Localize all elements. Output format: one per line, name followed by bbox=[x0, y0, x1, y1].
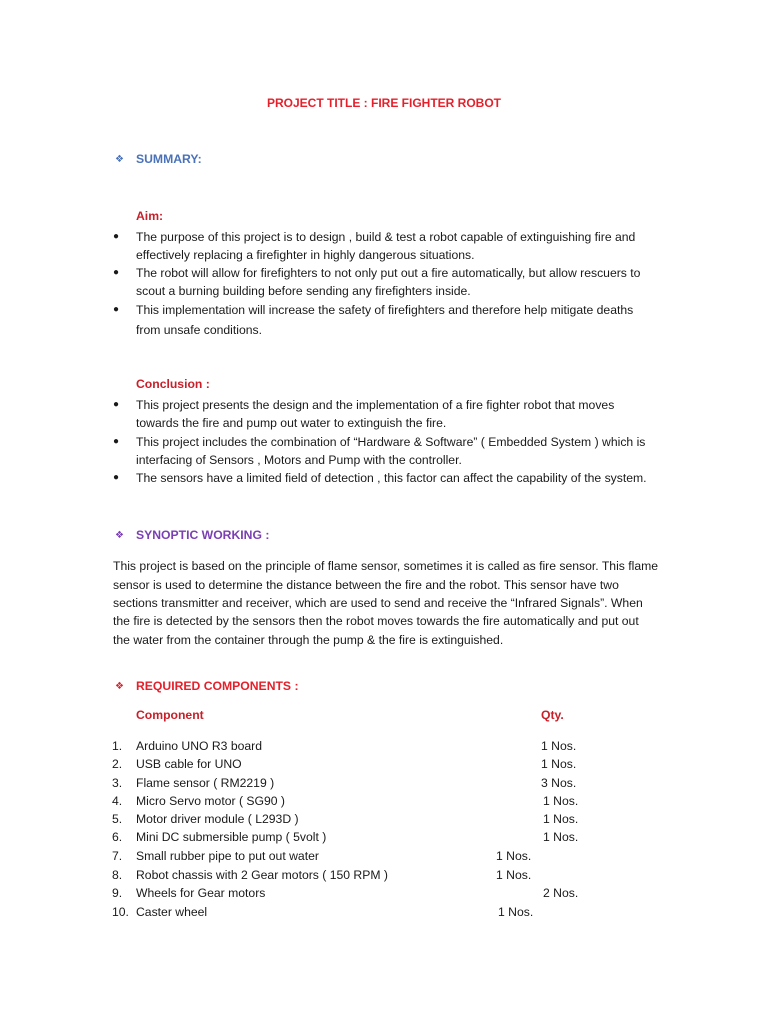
component-number: 9. bbox=[112, 886, 123, 900]
synoptic-line: sensor is used to determine the distance between the fire and the robot. This sensor have two bbox=[113, 578, 619, 592]
component-name: Caster wheel bbox=[136, 905, 208, 919]
component-number: 1. bbox=[112, 739, 123, 753]
component-name: Motor driver module ( L293D ) bbox=[136, 812, 299, 826]
component-name: Micro Servo motor ( SG90 ) bbox=[136, 794, 285, 808]
filled-circle-bullet-icon: ● bbox=[113, 304, 120, 315]
component-qty: 1 Nos. bbox=[496, 868, 532, 882]
component-qty: 1 Nos. bbox=[543, 830, 579, 844]
component-qty: 3 Nos. bbox=[541, 776, 577, 790]
component-number: 5. bbox=[112, 812, 123, 826]
component-qty: 1 Nos. bbox=[541, 739, 577, 753]
conclusion-line: The sensors have a limited field of detection , this factor can affect the capability of the system. bbox=[136, 471, 647, 485]
component-number: 4. bbox=[112, 794, 123, 808]
component-name: Robot chassis with 2 Gear motors ( 150 RPM ) bbox=[136, 868, 388, 882]
component-name: Arduino UNO R3 board bbox=[136, 739, 262, 753]
aim-line: The robot will allow for firefighters to not only put out a fire automatically, but allow rescuers to bbox=[136, 266, 641, 280]
synoptic-line: the fire is detected by the sensors then the robot moves towards the fire automatically and put out bbox=[113, 614, 639, 628]
component-number: 3. bbox=[112, 776, 123, 790]
component-qty: 1 Nos. bbox=[541, 757, 577, 771]
diamond-bullet-icon: ❖ bbox=[115, 154, 124, 165]
component-name: Flame sensor ( RM2219 ) bbox=[136, 776, 275, 790]
component-qty: 1 Nos. bbox=[498, 905, 534, 919]
aim-line: The purpose of this project is to design , build & test a robot capable of extinguishing fire and bbox=[136, 230, 636, 244]
aim-line: This implementation will increase the safety of firefighters and therefore help mitigate deaths bbox=[136, 303, 634, 317]
component-column-header: Component bbox=[136, 708, 204, 722]
project-title: PROJECT TITLE : FIRE FIGHTER ROBOT bbox=[267, 96, 501, 110]
filled-circle-bullet-icon: ● bbox=[113, 267, 120, 278]
filled-circle-bullet-icon: ● bbox=[113, 472, 120, 483]
filled-circle-bullet-icon: ● bbox=[113, 436, 120, 447]
component-number: 2. bbox=[112, 757, 123, 771]
components-heading: REQUIRED COMPONENTS : bbox=[136, 679, 299, 693]
component-number: 10. bbox=[112, 905, 129, 919]
component-name: Mini DC submersible pump ( 5volt ) bbox=[136, 830, 327, 844]
component-name: Wheels for Gear motors bbox=[136, 886, 266, 900]
diamond-bullet-icon: ❖ bbox=[115, 681, 124, 692]
aim-heading: Aim: bbox=[136, 209, 164, 223]
synoptic-line: sections transmitter and receiver, which are used to send and receive the “Infrared Signals”. When bbox=[113, 596, 643, 610]
component-qty: 1 Nos. bbox=[496, 849, 532, 863]
diamond-bullet-icon: ❖ bbox=[115, 530, 124, 541]
conclusion-line: towards the fire and pump out water to extinguish the fire. bbox=[136, 416, 447, 430]
filled-circle-bullet-icon: ● bbox=[113, 399, 120, 410]
component-qty: 1 Nos. bbox=[543, 812, 579, 826]
conclusion-line: This project includes the combination of “Hardware & Software” ( Embedded System ) which is bbox=[136, 435, 646, 449]
component-number: 8. bbox=[112, 868, 123, 882]
conclusion-line: This project presents the design and the implementation of a fire fighter robot that moves bbox=[136, 398, 615, 412]
component-qty: 2 Nos. bbox=[543, 886, 579, 900]
component-qty: 1 Nos. bbox=[543, 794, 579, 808]
aim-line: scout a burning building before sending any firefighters inside. bbox=[136, 284, 471, 298]
filled-circle-bullet-icon: ● bbox=[113, 231, 120, 242]
component-number: 6. bbox=[112, 830, 123, 844]
summary-heading: SUMMARY: bbox=[136, 152, 202, 166]
qty-column-header: Qty. bbox=[541, 708, 564, 722]
synoptic-line: the water from the container through the pump & the fire is extinguished. bbox=[113, 633, 504, 647]
aim-line: effectively replacing a firefighter in highly dangerous situations. bbox=[136, 248, 475, 262]
synoptic-line: This project is based on the principle of flame sensor, sometimes it is called as fire sensor. This flame bbox=[113, 559, 659, 573]
aim-line: from unsafe conditions. bbox=[136, 323, 263, 337]
component-name: USB cable for UNO bbox=[136, 757, 242, 771]
component-number: 7. bbox=[112, 849, 123, 863]
component-name: Small rubber pipe to put out water bbox=[136, 849, 319, 863]
conclusion-line: interfacing of Sensors , Motors and Pump with the controller. bbox=[136, 453, 462, 467]
conclusion-heading: Conclusion : bbox=[136, 377, 210, 391]
synoptic-heading: SYNOPTIC WORKING : bbox=[136, 528, 270, 542]
